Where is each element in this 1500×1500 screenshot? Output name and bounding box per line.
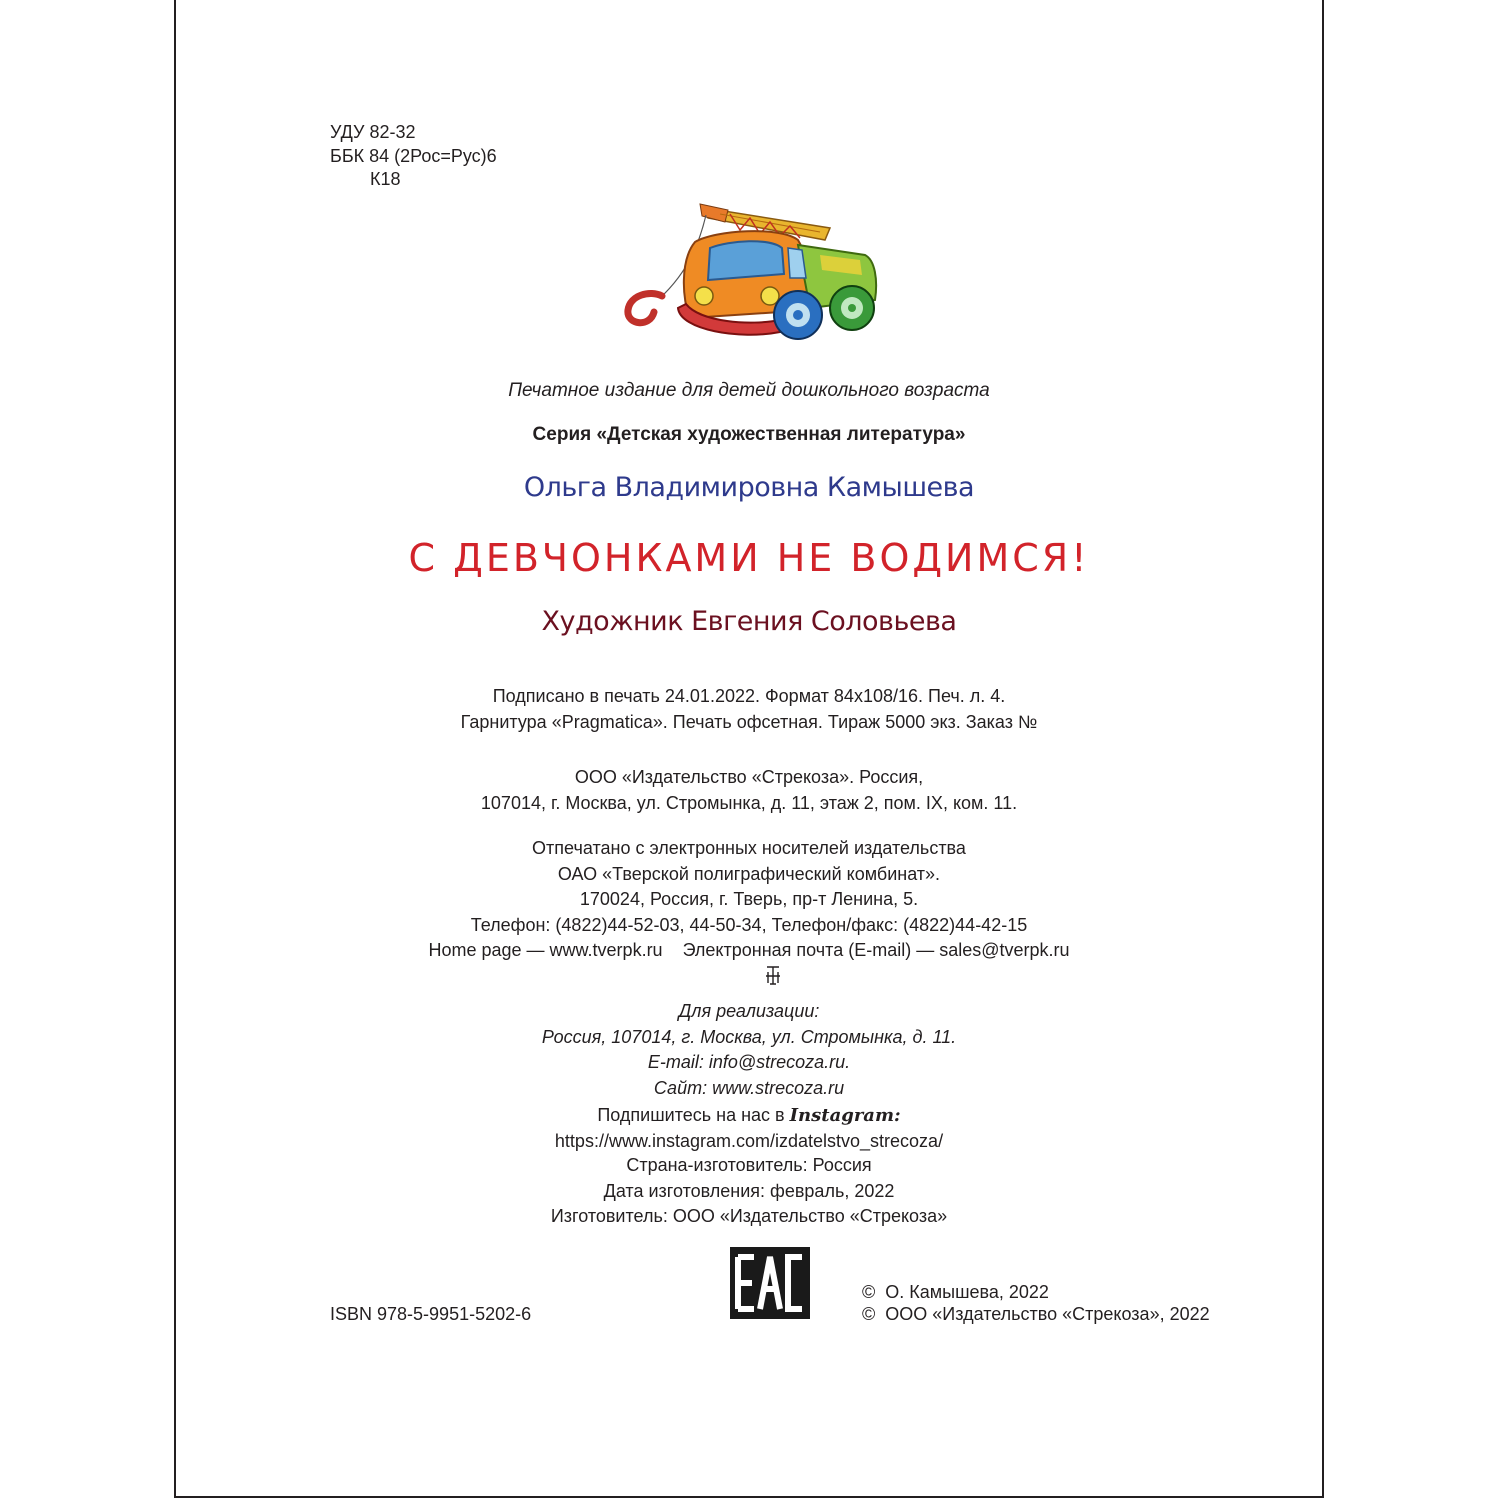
- instagram-brand: Instagram:: [789, 1105, 901, 1126]
- edition-subtitle: Печатное издание для детей дошкольного возраста: [508, 380, 990, 401]
- printer-line: ОАО «Тверской полиграфический комбинат».: [557, 863, 941, 884]
- print-info-line: Подписано в печать 24.01.2022. Формат 84х108/16. Печ. л. 4.: [492, 686, 1006, 706]
- sales-line: E-mail: info@strecoza.ru.: [647, 1052, 851, 1072]
- artist-credit: Художник Евгения Соловьева: [541, 606, 957, 637]
- print-info-line: Гарнитура «Pragmatica». Печать офсетная. Тираж 5000 экз. Заказ №: [460, 711, 1038, 732]
- manufacture-info: [174, 1153, 1324, 1230]
- eac-conformity-icon: [730, 1247, 810, 1319]
- author-name: Ольга Владимировна Камышева: [523, 472, 975, 503]
- sales-line: Сайт: www.strecoza.ru: [653, 1077, 845, 1098]
- print-info: [174, 684, 1324, 735]
- sales-info: [174, 999, 1324, 1101]
- sales-line: Россия, 107014, г. Москва, ул. Стромынка, д. 11.: [541, 1026, 957, 1047]
- author-mark: К18: [370, 169, 401, 189]
- udk-code: УДУ 82-32: [330, 122, 416, 142]
- printer-line: Отпечатано с электронных носителей издательства: [532, 838, 966, 858]
- sales-line: Для реализации:: [678, 1001, 820, 1021]
- isbn: ISBN 978-5-9951-5202-6: [330, 1304, 532, 1324]
- printer-logo-icon: [764, 964, 782, 986]
- publisher-line: ООО «Издательство «Стрекоза». Россия,: [574, 767, 924, 787]
- series-title: Серия «Детская художественная литература»: [532, 424, 966, 445]
- bbk-code: ББК 84 (2Рос=Рус)6: [330, 146, 497, 166]
- book-title: С ДЕВЧОНКАМИ НЕ ВОДИМСЯ!: [408, 536, 1090, 580]
- instagram-url: https://www.instagram.com/izdatelstvo_strecoza/: [554, 1130, 944, 1151]
- subscribe-block: [174, 1103, 1324, 1154]
- tow-truck-illustration: [620, 200, 885, 350]
- printer-line: Home page — www.tverpk.ru Электронная почта (E-mail) — sales@tverpk.ru: [428, 940, 1070, 960]
- publisher-line: 107014, г. Москва, ул. Стромынка, д. 11, этаж 2, пом. IX, ком. 11.: [480, 792, 1018, 813]
- manufacture-line: Изготовитель: ООО «Издательство «Стрекоза»: [550, 1206, 948, 1226]
- manufacture-line: Страна-изготовитель: Россия: [626, 1155, 872, 1175]
- copyright-publisher: © ООО «Издательство «Стрекоза», 2022: [862, 1304, 1210, 1324]
- printer-line: 170024, Россия, г. Тверь, пр-т Ленина, 5.: [579, 889, 919, 909]
- subscribe-prefix: Подпишитесь на нас в: [597, 1105, 790, 1125]
- copyright-author: © О. Камышева, 2022: [862, 1282, 1049, 1302]
- subscribe-line: [174, 1103, 1324, 1129]
- printer-line: Телефон: (4822)44-52-03, 44-50-34, Телефон/факс: (4822)44-42-15: [470, 914, 1028, 935]
- printer-info: [174, 836, 1324, 964]
- manufacture-line: Дата изготовления: февраль, 2022: [603, 1180, 895, 1201]
- publisher-address: [174, 765, 1324, 816]
